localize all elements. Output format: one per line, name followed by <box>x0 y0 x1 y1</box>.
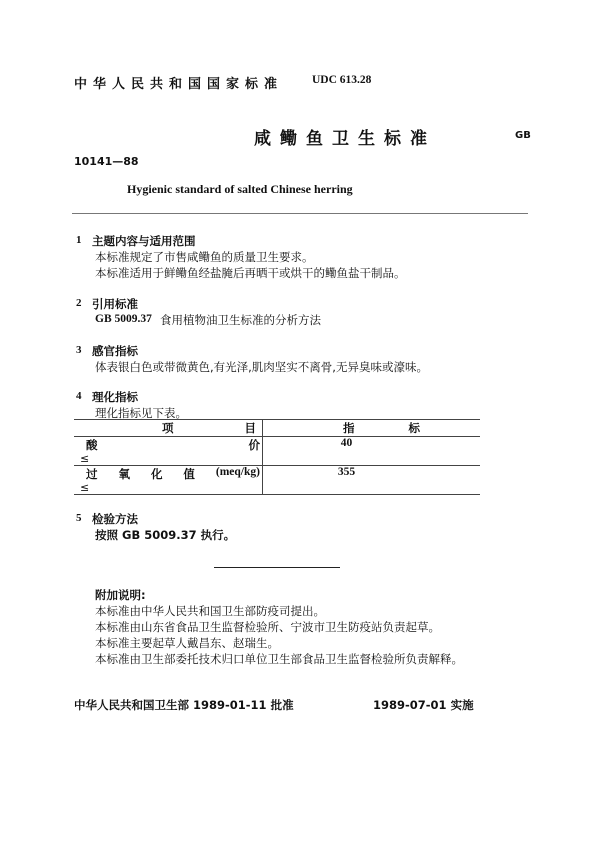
physicochemical-table <box>74 419 480 495</box>
table-row <box>74 466 480 495</box>
effective-date: 1989-07-01 实施 <box>373 698 474 712</box>
appendix-line-3: 本标准主要起草人戴昌东、赵瑞生。 <box>95 636 279 650</box>
issuer-heading: 中华人民共和国国家标准 <box>74 77 284 92</box>
section-divider <box>214 567 340 568</box>
section-4-title: 理化指标 <box>92 390 138 404</box>
section-1-title: 主题内容与适用范围 <box>92 234 196 248</box>
section-5-title: 检验方法 <box>92 512 138 526</box>
english-title: Hygienic standard of salted Chinese herring <box>127 182 353 196</box>
table-header-row <box>74 420 480 437</box>
standard-number: 10141—88 <box>74 155 139 168</box>
appendix-line-2: 本标准由山东省食品卫生监督检验所、宁波市卫生防疫站负责起草。 <box>95 620 440 634</box>
row-value-acid-value: 40 <box>263 437 481 466</box>
appendix-line-1: 本标准由中华人民共和国卫生部防疫司提出。 <box>95 604 325 618</box>
reference-code: GB 5009.37 <box>95 313 152 325</box>
section-5-number: 5 <box>76 512 82 524</box>
row-item-peroxide-value: 过 氧 化 值 (meq/kg) ≤ <box>74 466 263 495</box>
section-3-title: 感官指标 <box>92 344 138 358</box>
appendix-line-4: 本标准由卫生部委托技术归口单位卫生部食品卫生监督检验所负责解释。 <box>95 652 463 666</box>
section-4-line-1: 理化指标见下表。 <box>95 406 187 420</box>
header-item: 项 目 <box>74 420 263 437</box>
appendix-title: 附加说明: <box>95 588 146 602</box>
section-5-line-1: 按照 GB 5009.37 执行。 <box>95 528 236 542</box>
section-1-line-1: 本标准规定了市售咸鳓鱼的质量卫生要求。 <box>95 250 314 264</box>
row-value-peroxide-value: 355 <box>263 466 481 495</box>
gb-label: GB <box>515 130 531 141</box>
section-4-number: 4 <box>76 390 82 402</box>
table-row <box>74 437 480 466</box>
document-title: 咸鳓鱼卫生标准 <box>254 129 436 149</box>
udc-code: UDC 613.28 <box>312 74 372 86</box>
row-item-acid-value: 酸 价 ≤ <box>74 437 263 466</box>
header-value: 指 标 <box>263 420 481 437</box>
reference-title: 食用植物油卫生标准的分析方法 <box>160 313 321 327</box>
section-2-title: 引用标准 <box>92 297 138 311</box>
section-1-number: 1 <box>76 234 82 246</box>
approval-info: 中华人民共和国卫生部 1989-01-11 批准 <box>74 698 294 712</box>
section-3-line-1: 体表银白色或带微黄色,有光泽,肌肉坚实不离骨,无异臭味或濠味。 <box>95 360 428 374</box>
section-3-number: 3 <box>76 344 82 356</box>
header-divider <box>72 213 528 214</box>
section-1-line-2: 本标准适用于鲜鳓鱼经盐腌后再晒干或烘干的鳓鱼盐干制品。 <box>95 266 406 280</box>
section-2-number: 2 <box>76 297 82 309</box>
